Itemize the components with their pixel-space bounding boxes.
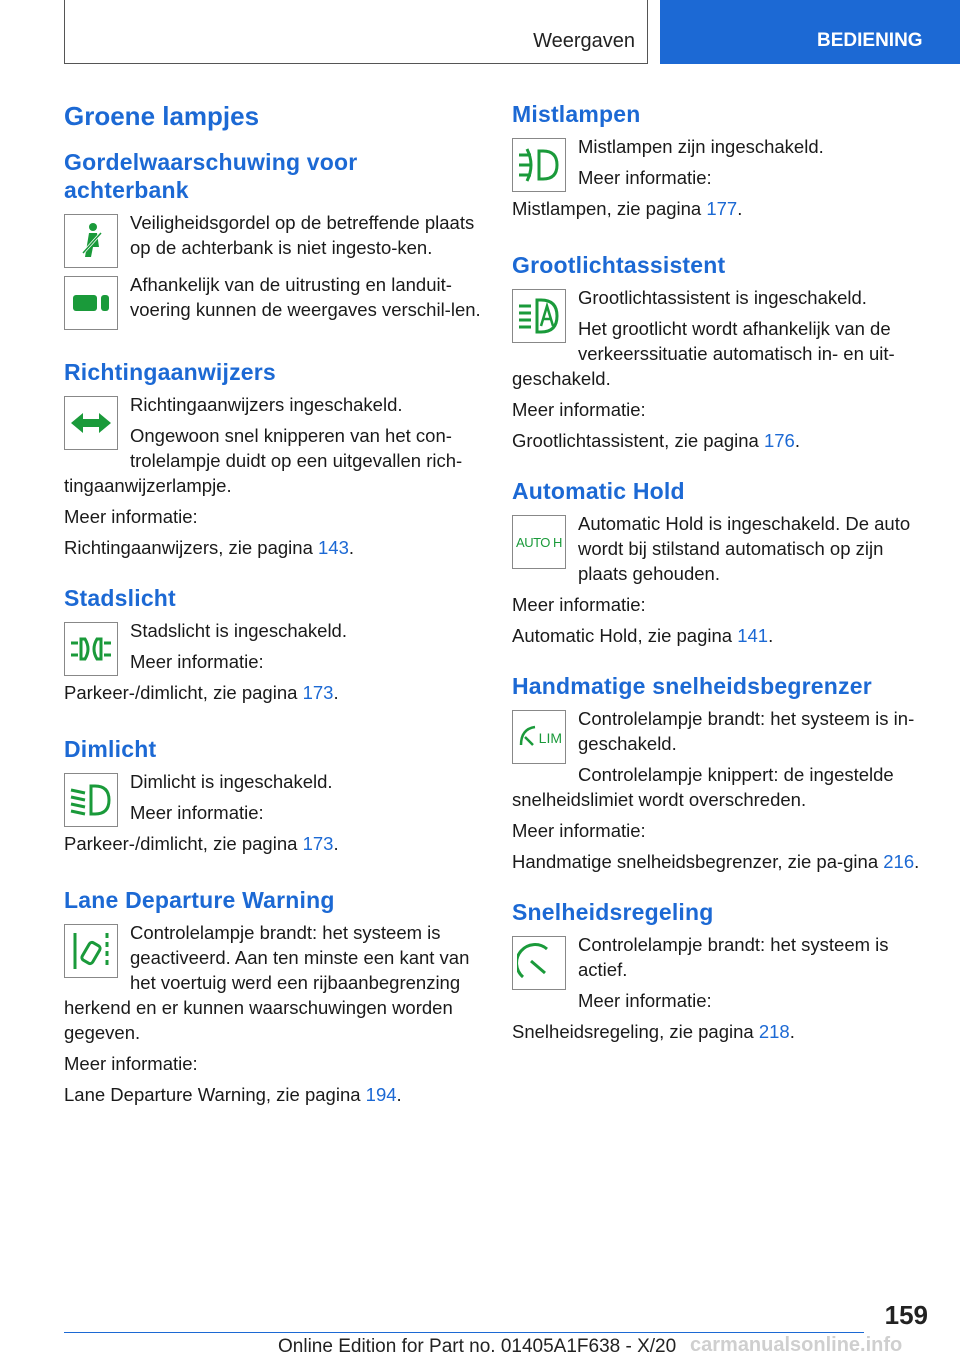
section-mist	[512, 100, 932, 227]
watermark: carmanualsonline.info	[690, 1334, 903, 1356]
regeling-page-link[interactable]: 218	[758, 1021, 790, 1042]
hold-more: Meer informatie:	[512, 594, 646, 615]
section-dim	[64, 735, 484, 862]
high-beam-assist-icon	[512, 289, 566, 343]
rear-seat-icon	[64, 276, 118, 330]
low-beam-icon	[64, 773, 118, 827]
mist-text-1: Mistlampen zijn ingeschakeld.	[578, 136, 824, 157]
section-groot	[512, 251, 932, 453]
richting-text-2: Ongewoon snel knipperen van het con-trolelampje duidt op een uitgevallen rich-tingaanwijzerlampje.	[64, 425, 463, 496]
lane-page-link[interactable]: 194	[365, 1084, 397, 1105]
mist-page-link[interactable]: 177	[706, 198, 738, 219]
heading-dim: Dimlicht	[64, 736, 157, 762]
groot-text-2: Het grootlicht wordt afhankelijk van de verkeerssituatie automatisch in- en uit-geschakeld.	[512, 318, 895, 389]
speed-limiter-icon-text: LIM	[538, 730, 562, 746]
section-richting	[64, 358, 484, 560]
groot-ref: Grootlichtassistent, zie pagina 176.	[512, 430, 800, 451]
heading-groot: Grootlichtassistent	[512, 252, 726, 278]
stads-text-1: Stadslicht is ingeschakeld.	[130, 620, 347, 641]
heading-regeling: Snelheidsregeling	[512, 899, 714, 925]
dim-ref: Parkeer-/dimlicht, zie pagina 173.	[64, 833, 339, 854]
section-hold	[512, 477, 932, 648]
header-title: Weergaven	[533, 30, 635, 52]
stads-page-link[interactable]: 173	[302, 682, 334, 703]
heading-stads: Stadslicht	[64, 585, 176, 611]
section-regeling	[512, 898, 932, 1044]
regeling-ref-text: Snelheidsregeling, zie pagina	[512, 1021, 759, 1042]
mist-ref-text: Mistlampen, zie pagina	[512, 198, 707, 219]
heading-richting: Richtingaanwijzers	[64, 359, 276, 385]
groot-more: Meer informatie:	[512, 399, 646, 420]
regeling-text-1: Controlelampje brandt: het systeem is actief.	[578, 934, 889, 980]
groot-text-1: Grootlichtassistent is ingeschakeld.	[578, 287, 867, 308]
richting-ref: Richtingaanwijzers, zie pagina 143.	[64, 537, 355, 558]
section-begrenzer	[512, 672, 932, 874]
mist-ref: Mistlampen, zie pagina 177.	[512, 198, 743, 219]
header-section-tab[interactable]: BEDIENING	[660, 0, 960, 64]
speed-limiter-icon	[512, 710, 566, 764]
begrenzer-ref-text: Handmatige snelheidsbegrenzer, zie pa-gina	[512, 851, 884, 872]
page-number: 159	[884, 1300, 928, 1330]
lane-text-1: Controlelampje brandt: het systeem is geactiveerd. Aan ten minste een kant van het voertuig werd een rijbaanbegrenzing herkend en er kunnen waarschuwingen worden gegeven.	[64, 922, 470, 1043]
heading-mist: Mistlampen	[512, 101, 641, 127]
section-lane	[64, 886, 484, 1107]
footer-divider	[64, 1332, 864, 1333]
left-column	[64, 100, 484, 1131]
gordel-text-1: Veiligheidsgordel op de betreffende plaats op de achterbank is niet ingesto-ken.	[130, 212, 475, 258]
richting-page-link[interactable]: 143	[318, 537, 349, 558]
section-gordel	[64, 148, 484, 334]
mist-more: Meer informatie:	[578, 167, 712, 188]
lane-departure-icon	[64, 924, 118, 978]
hold-ref: Automatic Hold, zie pagina 141.	[512, 625, 774, 646]
hold-text-1: Automatic Hold is ingeschakeld. De auto wordt bij stilstand automatisch op zijn plaats gehouden.	[578, 513, 911, 584]
seatbelt-icon	[64, 214, 118, 268]
heading-lane: Lane Departure Warning	[64, 887, 335, 913]
fog-light-icon	[512, 138, 566, 192]
begrenzer-more: Meer informatie:	[512, 820, 646, 841]
begrenzer-page-link[interactable]: 216	[883, 851, 915, 872]
begrenzer-ref: Handmatige snelheidsbegrenzer, zie pa-gina 216.	[512, 851, 920, 872]
dim-more: Meer informatie:	[130, 802, 264, 823]
hold-ref-text: Automatic Hold, zie pagina	[512, 625, 738, 646]
dim-text-1: Dimlicht is ingeschakeld.	[130, 771, 333, 792]
lane-ref-text: Lane Departure Warning, zie pagina	[64, 1084, 366, 1105]
auto-hold-icon-text: AUTO H	[516, 534, 562, 550]
cruise-control-icon	[512, 936, 566, 990]
stads-ref-text: Parkeer-/dimlicht, zie pagina	[64, 682, 303, 703]
richting-more: Meer informatie:	[64, 506, 198, 527]
lane-more: Meer informatie:	[64, 1053, 198, 1074]
regeling-more: Meer informatie:	[578, 990, 712, 1011]
auto-hold-icon	[512, 515, 566, 569]
groot-page-link[interactable]: 176	[763, 430, 795, 451]
heading-gordel: Gordelwaarschuwing voor achterbank	[64, 149, 358, 203]
heading-hold: Automatic Hold	[512, 478, 685, 504]
stads-more: Meer informatie:	[130, 651, 264, 672]
begrenzer-text-2: Controlelampje knippert: de ingestelde snelheidslimiet wordt overschreden.	[512, 764, 894, 810]
right-column	[512, 100, 932, 1068]
main-heading: Groene lampjes	[64, 101, 260, 131]
footer-edition: Online Edition for Part no. 01405A1F638 - X/20	[278, 1336, 677, 1357]
richting-ref-text: Richtingaanwijzers, zie pagina	[64, 537, 318, 558]
lane-ref: Lane Departure Warning, zie pagina 194.	[64, 1084, 402, 1105]
heading-begrenzer: Handmatige snelheidsbegrenzer	[512, 673, 872, 699]
richting-text-1: Richtingaanwijzers ingeschakeld.	[130, 394, 403, 415]
stads-ref: Parkeer-/dimlicht, zie pagina 173.	[64, 682, 339, 703]
dim-page-link[interactable]: 173	[302, 833, 334, 854]
turn-signal-icon	[64, 396, 118, 450]
hold-page-link[interactable]: 141	[737, 625, 769, 646]
gordel-text-2: Afhankelijk van de uitrusting en landuit-voering kunnen de weergaves verschil-len.	[130, 274, 481, 320]
parking-light-icon	[64, 622, 118, 676]
groot-ref-text: Grootlichtassistent, zie pagina	[512, 430, 764, 451]
dim-ref-text: Parkeer-/dimlicht, zie pagina	[64, 833, 303, 854]
section-stads	[64, 584, 484, 711]
regeling-ref: Snelheidsregeling, zie pagina 218.	[512, 1021, 795, 1042]
header-box	[64, 0, 648, 64]
begrenzer-text-1: Controlelampje brandt: het systeem is in-geschakeld.	[578, 708, 915, 754]
